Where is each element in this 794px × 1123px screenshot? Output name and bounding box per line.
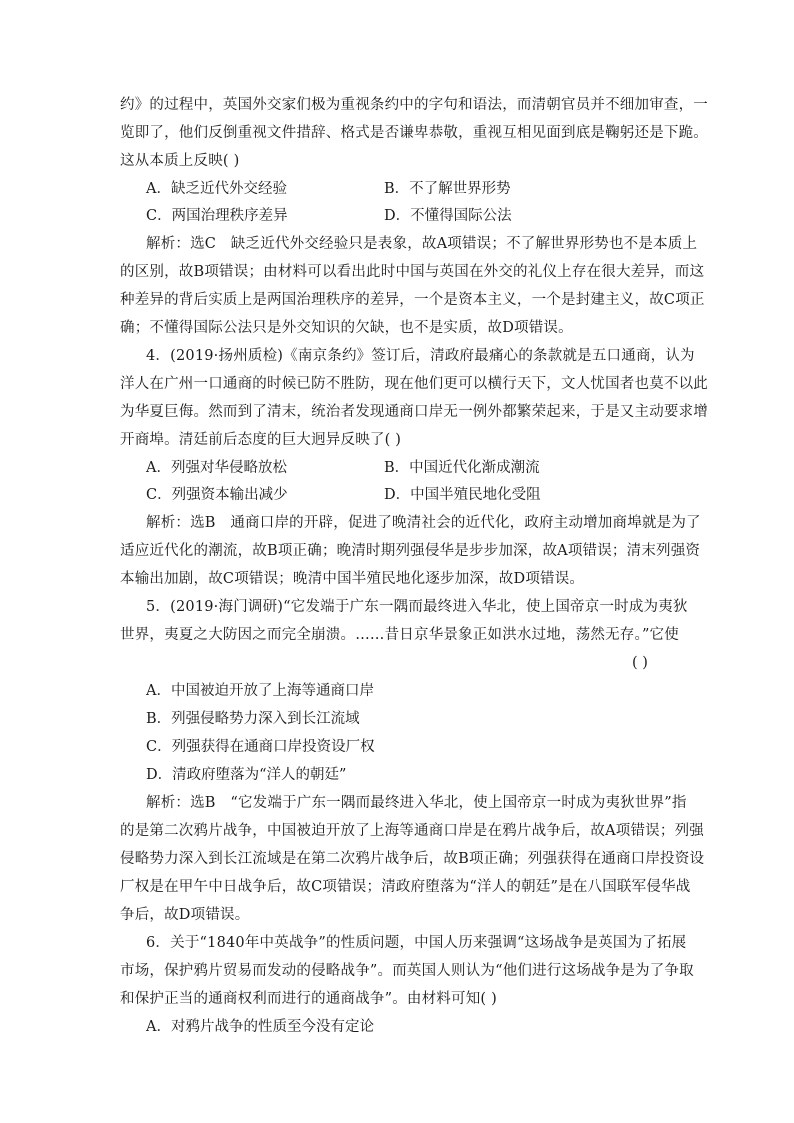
q4-option-a: A．列强对华侵略放松 — [146, 460, 287, 476]
q4-option-c: C．列强资本输出减少 — [146, 487, 288, 503]
q3-analysis-line-4: 确；不懂得国际公法只是外交知识的欠缺，也不是实质，故D项错误。 — [120, 320, 573, 336]
q3-option-a: A．缺乏近代外交经验 — [146, 181, 287, 197]
q3-stem-line-3: 这从本质上反映( ) — [120, 153, 240, 169]
q5-stem-line-2: 世界，夷夏之大防因之而完全崩溃。……昔日京华景象正如洪水过地，荡然无存。”它使 — [120, 627, 679, 643]
q5-analysis-line-1: 解析：选B “它发端于广东一隅而最终进入华北，使上国帝京一时成为夷狄世界”指 — [146, 795, 687, 811]
q3-analysis-line-2: 的区别，故B项错误；由材料可以看出此时中国与英国在外交的礼仪上存在很大差异，而这 — [120, 264, 705, 280]
q4-option-b: B．中国近代化渐成潮流 — [384, 460, 540, 476]
q5-option-a: A．中国被迫开放了上海等通商口岸 — [146, 683, 374, 699]
q4-analysis-line-1: 解析：选B 通商口岸的开辟，促进了晚清社会的近代化，政府主动增加商埠就是为了 — [146, 515, 701, 531]
q3-stem-line-1: 约》的过程中，英国外交家们极为重视条约中的字句和语法，而清朝官员并不细加审查，一 — [120, 97, 708, 113]
q3-stem-line-2: 览即了，他们反倒重视文件措辞、格式是否谦卑恭敬，重视互相见面到底是鞠躬还是下跪。 — [120, 125, 708, 141]
q4-analysis-line-2: 适应近代化的潮流，故B项正确；晚清时期列强侵华是步步加深，故A项错误；清末列强资 — [120, 543, 701, 559]
q6-option-a: A．对鸦片战争的性质至今没有定论 — [146, 1019, 374, 1035]
q3-analysis-line-1: 解析：选C 缺乏近代外交经验只是表象，故A项错误；不了解世界形势也不是本质上 — [146, 236, 698, 252]
q4-stem-line-2: 洋人在广州一口通商的时候已防不胜防，现在他们更可以横行天下，文人忧国者也莫不以此 — [120, 376, 708, 392]
q4-option-d: D．中国半殖民地化受阻 — [384, 487, 541, 503]
q5-answer-blank: ( ) — [632, 655, 648, 671]
q3-option-b: B．不了解世界形势 — [384, 181, 511, 197]
q4-analysis-line-3: 本输出加剧，故C项错误；晚清中国半殖民地化逐步加深，故D项错误。 — [120, 571, 585, 587]
q5-option-b: B．列强侵略势力深入到长江流域 — [146, 711, 360, 727]
q3-option-d: D．不懂得国际公法 — [384, 208, 512, 224]
q5-analysis-line-4: 厂权是在甲午中日战争后，故C项错误；清政府堕落为“洋人的朝廷”是在八国联军侵华战 — [120, 879, 691, 895]
q3-analysis-line-3: 种差异的背后实质上是两国治理秩序的差异，一个是资本主义，一个是封建主义，故C项正 — [120, 292, 705, 308]
q5-analysis-line-2: 的是第二次鸦片战争，中国被迫开放了上海等通商口岸是在鸦片战争后，故A项错误；列强 — [120, 823, 704, 839]
q5-option-d: D．清政府堕落为“洋人的朝廷” — [146, 767, 347, 783]
q4-stem-line-1: 4．(2019·扬州质检)《南京条约》签订后，清政府最痛心的条款就是五口通商，认为 — [146, 348, 695, 364]
q4-stem-line-3: 为华夏巨侮。然而到了清末，统治者发现通商口岸无一例外都繁荣起来，于是又主动要求增 — [120, 404, 708, 420]
q4-stem-line-4: 开商埠。清廷前后态度的巨大迥异反映了( ) — [120, 432, 402, 448]
q5-stem-line-1: 5．(2019·海门调研)“它发端于广东一隅而最终进入华北，使上国帝京一时成为夷狄 — [146, 599, 688, 615]
q5-analysis-line-3: 侵略势力深入到长江流域是在第二次鸦片战争后，故B项正确；列强获得在通商口岸投资设 — [120, 851, 705, 867]
q6-stem-line-1: 6．关于“1840年中英战争”的性质问题，中国人历来强调“这场战争是英国为了拓展 — [146, 935, 687, 951]
q6-stem-line-3: 和保护正当的通商权利而进行的通商战争”。由材料可知( ) — [120, 991, 497, 1007]
q3-option-c: C．两国治理秩序差异 — [146, 208, 288, 224]
q6-stem-line-2: 市场，保护鸦片贸易而发动的侵略战争”。而英国人则认为“他们进行这场战争是为了争取 — [120, 963, 694, 979]
q5-option-c: C．列强获得在通商口岸投资设厂权 — [146, 739, 375, 755]
q5-analysis-line-5: 争后，故D项错误。 — [120, 907, 250, 923]
